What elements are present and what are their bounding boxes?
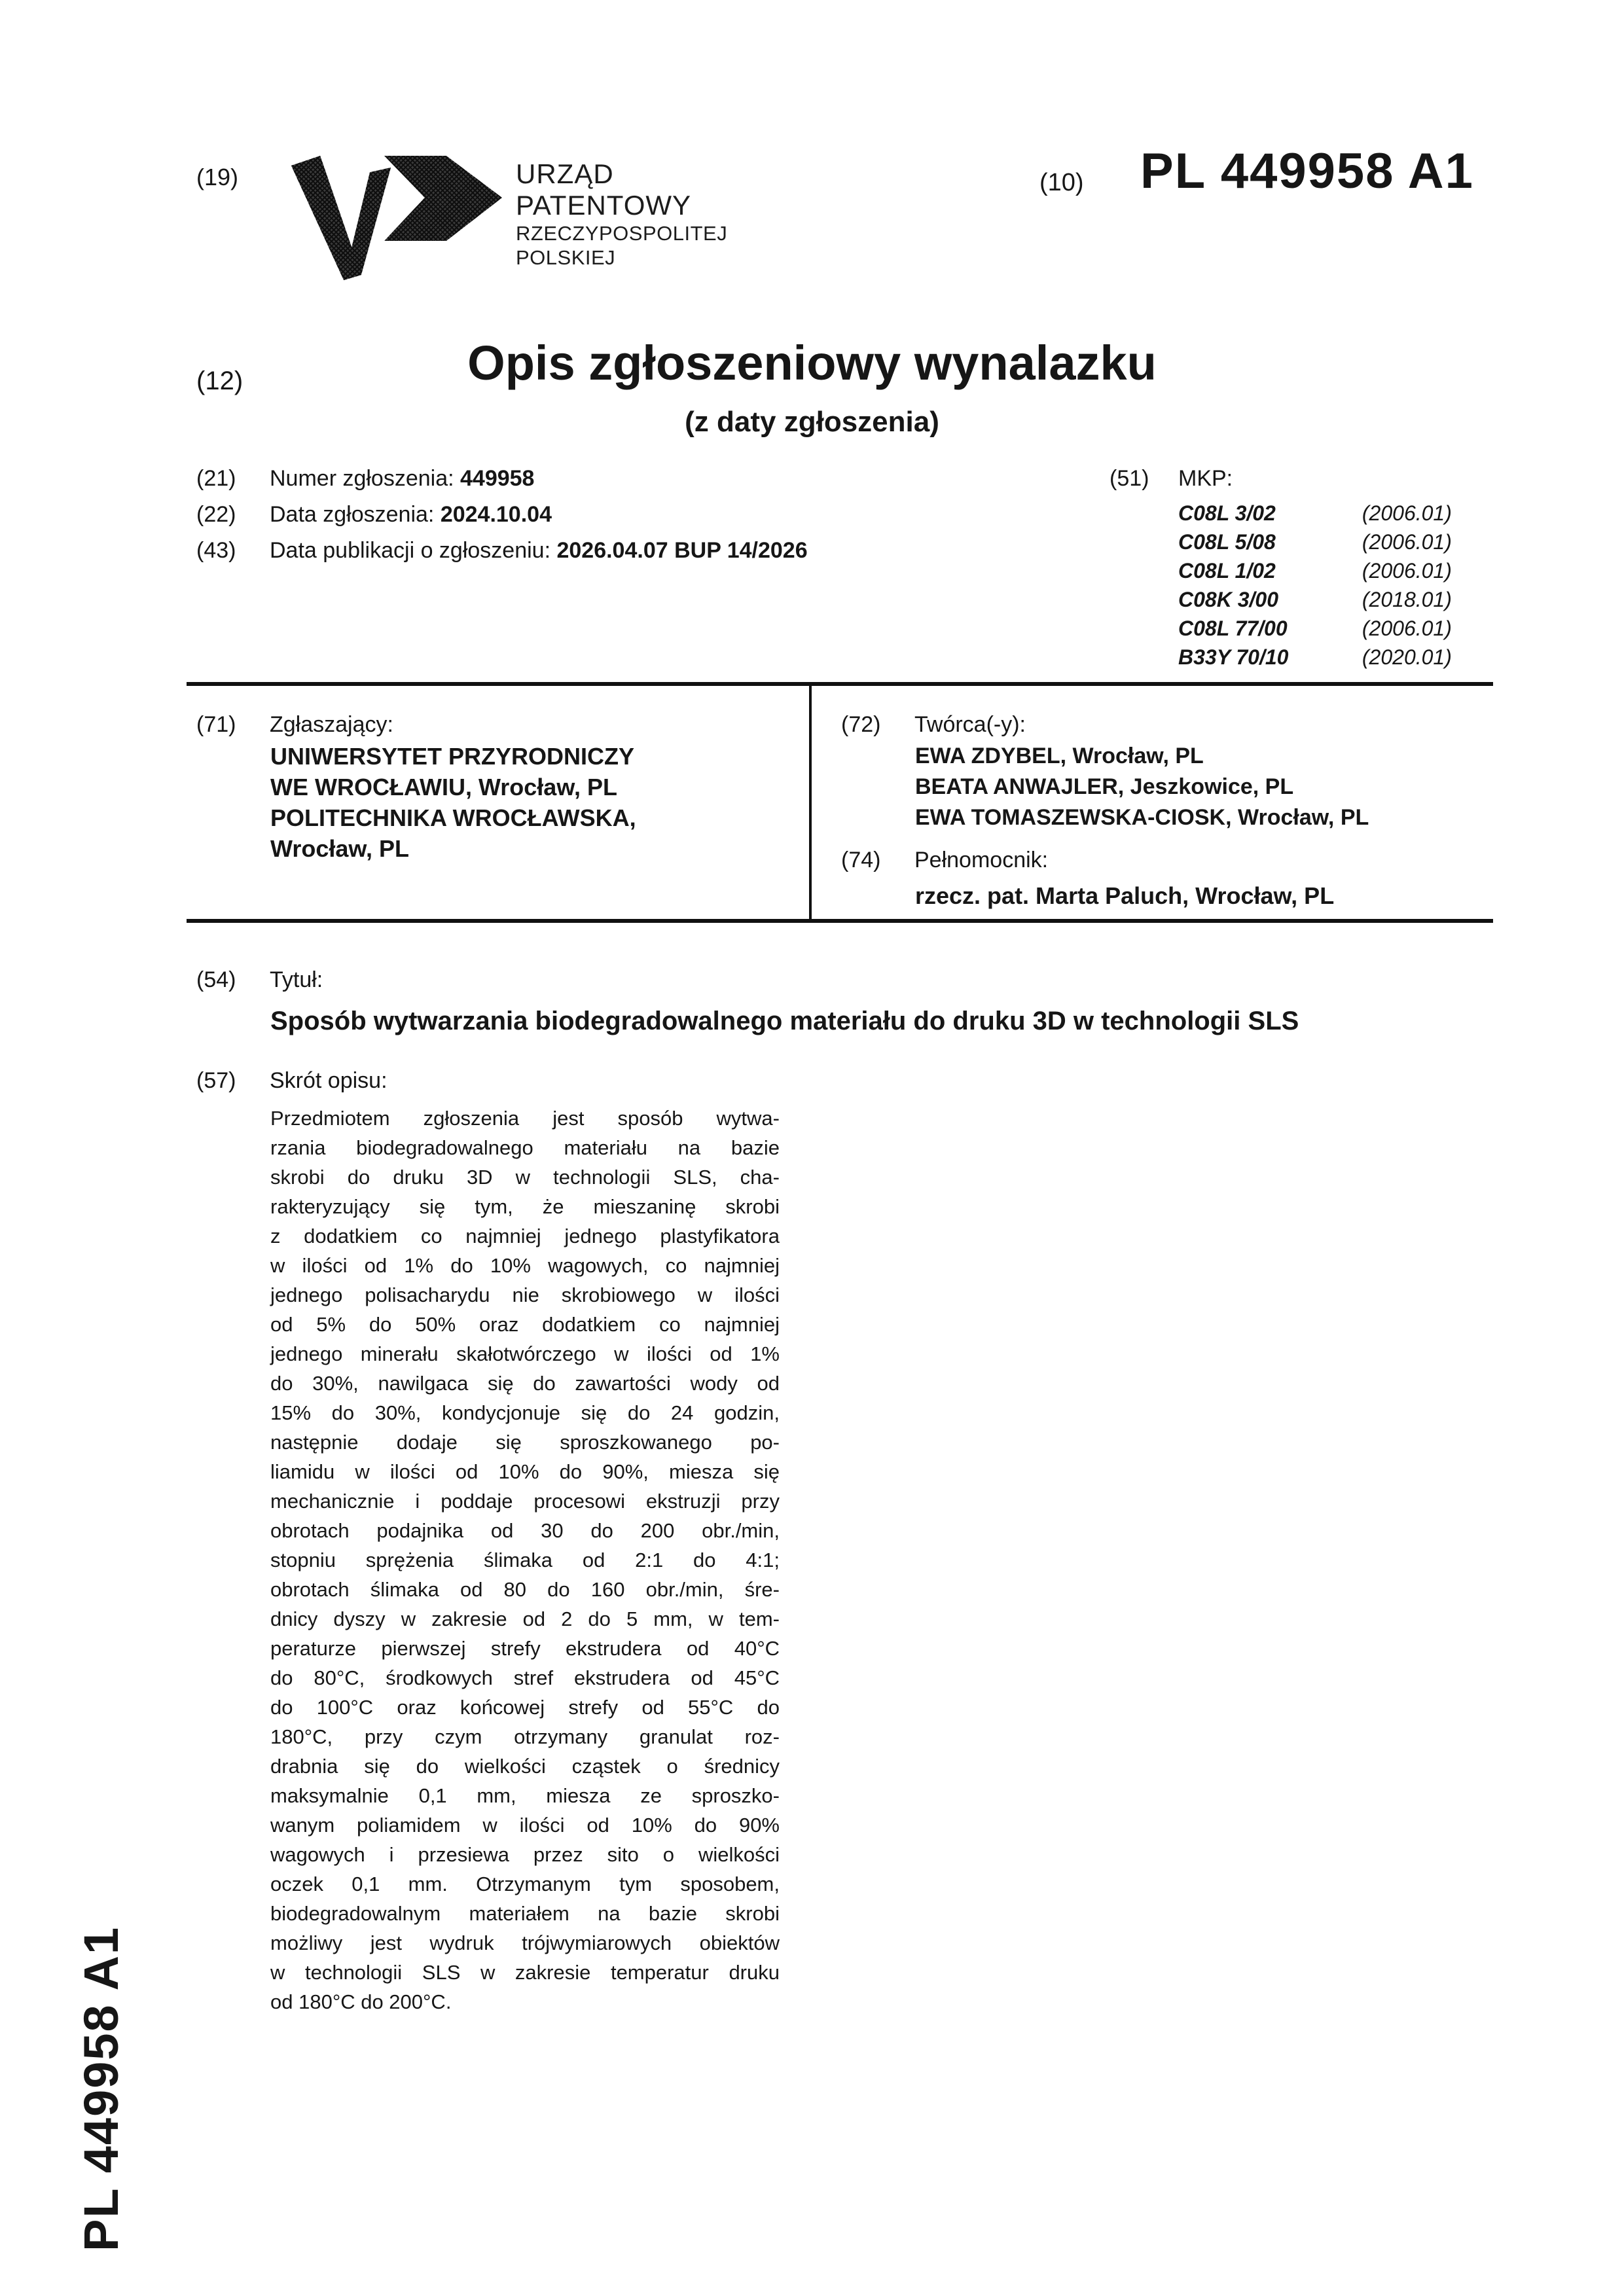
bibliographic-label: Data zgłoszenia:: [270, 502, 441, 527]
bibliographic-value: 2024.10.04: [440, 502, 552, 527]
abstract-line: wagowych i przesiewa przez sito o wielkości: [270, 1843, 780, 1866]
inventor-line: BEATA ANWAJLER, Jeszkowice, PL: [915, 774, 1294, 799]
ipc-entry: [1178, 501, 1452, 530]
office-name-line: URZĄD: [516, 158, 614, 189]
vertical-document-number: PL 449958 A1: [74, 1926, 128, 2251]
applicant-line: WE WROCŁAWIU, Wrocław, PL: [270, 774, 617, 800]
ipc-version-date: (2006.01): [1362, 530, 1452, 554]
attorney-line: rzecz. pat. Marta Paluch, Wrocław, PL: [915, 882, 1335, 909]
ipc-version-date: (2006.01): [1362, 559, 1452, 583]
inid-code: (71): [196, 712, 236, 737]
ipc-entry: [1178, 645, 1452, 674]
abstract-line: jednego minerału skałotwórczego w ilości od 1%: [270, 1342, 780, 1365]
abstract-line: peraturze pierwszej strefy ekstrudera od 40°C: [270, 1637, 780, 1660]
abstract-line: skrobi do druku 3D w technologii SLS, cha-: [270, 1166, 780, 1189]
bibliographic-text: [270, 538, 808, 564]
abstract-line: w technologii SLS w zakresie temperatur druku: [270, 1961, 780, 1984]
abstract-line: maksymalnie 0,1 mm, miesza ze sproszko-: [270, 1784, 780, 1807]
document-type-subtitle: (z daty zgłoszenia): [685, 406, 939, 438]
publication-number: PL 449958 A1: [1140, 143, 1474, 199]
abstract-line: oczek 0,1 mm. Otrzymanym tym sposobem,: [270, 1873, 780, 1895]
inventor-line: EWA TOMASZEWSKA-CIOSK, Wrocław, PL: [915, 805, 1369, 830]
attorney-heading: [841, 848, 1048, 873]
applicants-list: [270, 741, 636, 864]
abstract-line: Przedmiotem zgłoszenia jest sposób wytwa-: [270, 1107, 780, 1130]
bibliographic-text: [270, 466, 534, 492]
ipc-label: MKP:: [1178, 466, 1233, 491]
inventor-line: EWA ZDYBEL, Wrocław, PL: [915, 744, 1204, 768]
abstract-line: obrotach podajnika od 30 do 200 obr./min,: [270, 1519, 780, 1542]
inid-code: (22): [196, 502, 236, 527]
ipc-class: C08L 3/02: [1178, 501, 1276, 525]
attorney-label: Pełnomocnik:: [914, 848, 1049, 872]
office-name-line: POLSKIEJ: [516, 246, 616, 269]
abstract-line: wanym poliamidem w ilości od 10% do 90%: [270, 1814, 780, 1837]
inid-code: (21): [196, 466, 236, 491]
abstract-line: obrotach ślimaka od 80 do 160 obr./min, śre-: [270, 1578, 780, 1601]
inid-code: (54): [196, 967, 236, 992]
horizontal-rule-top: [187, 682, 1493, 686]
abstract-line: z dodatkiem co najmniej jednego plastyfikatora: [270, 1225, 780, 1247]
vertical-divider: [809, 682, 812, 923]
inventors-label: Twórca(-y):: [914, 712, 1026, 737]
abstract-line: 180°C, przy czym otrzymany granulat roz-: [270, 1725, 780, 1748]
ipc-class: B33Y 70/10: [1178, 645, 1289, 669]
bibliographic-value: 2026.04.07 BUP 14/2026: [556, 538, 808, 563]
inid-code: (57): [196, 1068, 236, 1093]
inventors-list: [915, 741, 1369, 833]
ipc-class: C08L 5/08: [1178, 530, 1276, 554]
ipc-class: C08L 1/02: [1178, 559, 1276, 583]
abstract-label: Skrót opisu:: [270, 1068, 388, 1093]
abstract-line: jednego polisacharydu nie skrobiowego w ilości: [270, 1283, 780, 1306]
ipc-version-date: (2006.01): [1362, 501, 1452, 525]
abstract-line: liamidu w ilości od 10% do 90%, miesza się: [270, 1460, 780, 1483]
ipc-version-date: (2018.01): [1362, 588, 1452, 611]
ipc-version-date: (2006.01): [1362, 617, 1452, 640]
ipc-entry: [1178, 588, 1452, 617]
abstract-line: stopniu sprężenia ślimaka od 2:1 do 4:1;: [270, 1549, 780, 1571]
patent-office-logo: [286, 156, 502, 280]
patent-office-name: [516, 158, 727, 270]
abstract-line: od 5% do 50% oraz dodatkiem co najmniej: [270, 1313, 780, 1336]
document-type-title: Opis zgłoszeniowy wynalazku: [467, 336, 1157, 390]
inid-code: (43): [196, 538, 236, 563]
ipc-class: C08K 3/00: [1178, 588, 1278, 611]
horizontal-rule-bottom: [187, 919, 1493, 923]
field-12-code: (12): [196, 367, 244, 395]
abstract-line: do 30%, nawilgaca się do zawartości wody od: [270, 1372, 780, 1395]
title-label: Tytuł:: [270, 967, 323, 992]
bibliographic-row: [196, 502, 808, 538]
invention-title: Sposób wytwarzania biodegradowalnego materiału do druku 3D w technologii SLS: [270, 1007, 1299, 1035]
inventors-heading: [841, 712, 1026, 738]
inid-code: (74): [841, 848, 881, 872]
abstract-line: w ilości od 1% do 10% wagowych, co najmniej: [270, 1254, 780, 1277]
abstract-line: następnie dodaje się sproszkowanego po-: [270, 1431, 780, 1454]
bibliographic-rows: [196, 466, 808, 574]
ipc-entry: [1178, 559, 1452, 588]
applicant-line: UNIWERSYTET PRZYRODNICZY: [270, 743, 635, 770]
attorney-list: [915, 880, 1334, 911]
bibliographic-value: 449958: [460, 466, 535, 491]
ipc-version-date: (2020.01): [1362, 645, 1452, 669]
ipc-class: C08L 77/00: [1178, 617, 1288, 640]
office-name-line: PATENTOWY: [516, 190, 692, 221]
abstract-line: 15% do 30%, kondycjonuje się do 24 godzin,: [270, 1401, 780, 1424]
applicants-heading: [196, 712, 393, 738]
abstract-line: dnicy dyszy w zakresie od 2 do 5 mm, w tem-: [270, 1607, 780, 1630]
ipc-list: [1178, 501, 1452, 674]
inid-code: (51): [1110, 466, 1149, 491]
title-heading: [196, 967, 323, 993]
field-19-code: (19): [196, 164, 239, 190]
bibliographic-row: [196, 466, 808, 502]
ipc-entry: [1178, 530, 1452, 559]
ipc-entry: [1178, 617, 1452, 645]
bibliographic-row: [196, 538, 808, 574]
abstract-line: od 180°C do 200°C.: [270, 1990, 452, 2013]
applicant-line: Wrocław, PL: [270, 835, 410, 862]
abstract-text: [270, 1103, 780, 2017]
bibliographic-text: [270, 502, 552, 528]
abstract-line: mechanicznie i poddaje procesowi ekstruzji przy: [270, 1490, 780, 1513]
abstract-heading: [196, 1068, 388, 1094]
office-name-line: RZECZYPOSPOLITEJ: [516, 222, 728, 245]
bibliographic-label: Numer zgłoszenia:: [270, 466, 461, 491]
abstract-line: biodegradowalnym materiałem na bazie skrobi: [270, 1902, 780, 1925]
abstract-line: do 80°C, środkowych stref ekstrudera od 45°C: [270, 1666, 780, 1689]
bibliographic-label: Data publikacji o zgłoszeniu:: [270, 538, 557, 563]
applicants-label: Zgłaszający:: [270, 712, 393, 737]
abstract-line: rzania biodegradowalnego materiału na bazie: [270, 1136, 780, 1159]
abstract-line: do 100°C oraz końcowej strefy od 55°C do: [270, 1696, 780, 1719]
applicant-line: POLITECHNIKA WROCŁAWSKA,: [270, 804, 636, 831]
abstract-line: możliwy jest wydruk trójwymiarowych obiektów: [270, 1931, 780, 1954]
inid-code: (72): [841, 712, 881, 737]
field-10-code: (10): [1039, 169, 1084, 196]
ipc-heading: [1110, 466, 1233, 492]
abstract-line: drabnia się do wielkości cząstek o średnicy: [270, 1755, 780, 1778]
abstract-line: rakteryzujący się tym, że mieszaninę skrobi: [270, 1195, 780, 1218]
